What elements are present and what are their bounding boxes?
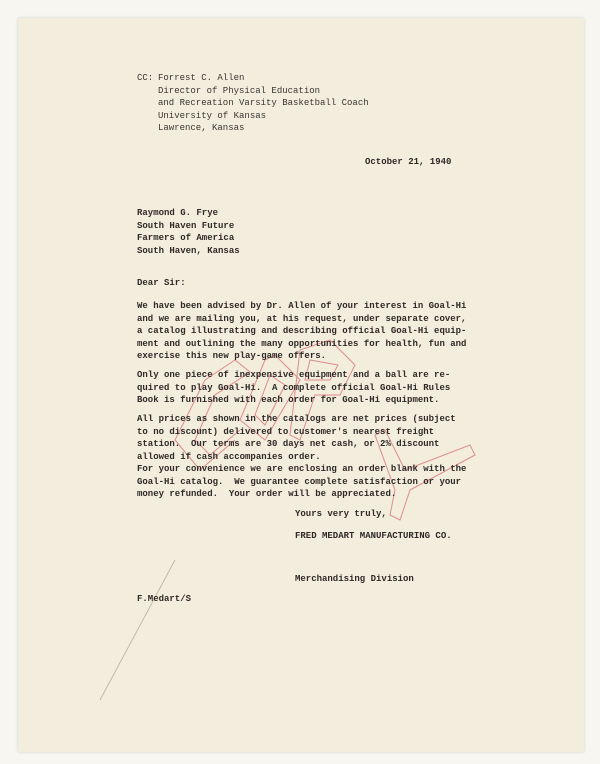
text-line: Goal-Hi catalog. We guarantee complete satisfaction or your xyxy=(137,476,462,487)
paragraph-1 xyxy=(137,300,466,363)
address-line: South Haven Future xyxy=(137,220,235,231)
text-line: allowed if cash accompanies order. xyxy=(137,451,321,462)
text-line: money refunded. Your order will be appreciated. xyxy=(137,489,397,499)
closing: Yours very truly, xyxy=(295,509,387,519)
cc-line: University of Kansas xyxy=(158,110,267,121)
text-line: exercise this new play-game offers. xyxy=(137,351,327,361)
address-line: Farmers of America xyxy=(137,233,235,243)
initials: F.Medart/S xyxy=(137,594,192,604)
cc-line: Director of Physical Education xyxy=(158,85,321,96)
salutation: Dear Sir: xyxy=(137,278,186,288)
cc-label: CC: xyxy=(137,73,154,83)
text-line: a catalog illustrating and describing official Goal-Hi equip- xyxy=(137,326,467,336)
text-line: station. Our terms are 30 days net cash, or 2% discount xyxy=(137,439,440,449)
cc-line: Forrest C. Allen xyxy=(158,73,245,83)
division: Merchandising Division xyxy=(295,574,414,584)
cc-line: and Recreation Varsity Basketball Coach xyxy=(158,98,369,108)
paragraph-3 xyxy=(137,413,456,463)
paragraph-4 xyxy=(137,463,466,501)
text-line: All prices as shown in the catalogs are net prices (subject xyxy=(137,414,456,424)
recipient-address xyxy=(137,207,240,257)
company-name: FRED MEDART MANUFACTURING CO. xyxy=(295,531,452,541)
text-line: to no discount) delivered to customer's nearest freight xyxy=(137,426,435,437)
text-line: and we are mailing you, at his request, under separate cover, xyxy=(137,313,467,324)
text-line: Book is furnished with each order for Goal-Hi equipment. xyxy=(137,395,440,405)
text-line: Only one piece of inexpensive equipment and a ball are re- xyxy=(137,370,451,380)
text-line: ment and outlining the many opportunities for health, fun and xyxy=(137,338,467,349)
text-line: We have been advised by Dr. Allen of your interest in Goal-Hi xyxy=(137,301,467,311)
cc-line: Lawrence, Kansas xyxy=(158,123,245,133)
text-line: quired to play Goal-Hi. A complete official Goal-Hi Rules xyxy=(137,382,451,393)
text-line: For your convenience we are enclosing an order blank with the xyxy=(137,464,467,474)
cc-block xyxy=(158,72,369,135)
address-line: South Haven, Kansas xyxy=(137,245,240,256)
address-line: Raymond G. Frye xyxy=(137,208,219,218)
letter-date: October 21, 1940 xyxy=(365,157,452,167)
paragraph-2 xyxy=(137,369,450,407)
